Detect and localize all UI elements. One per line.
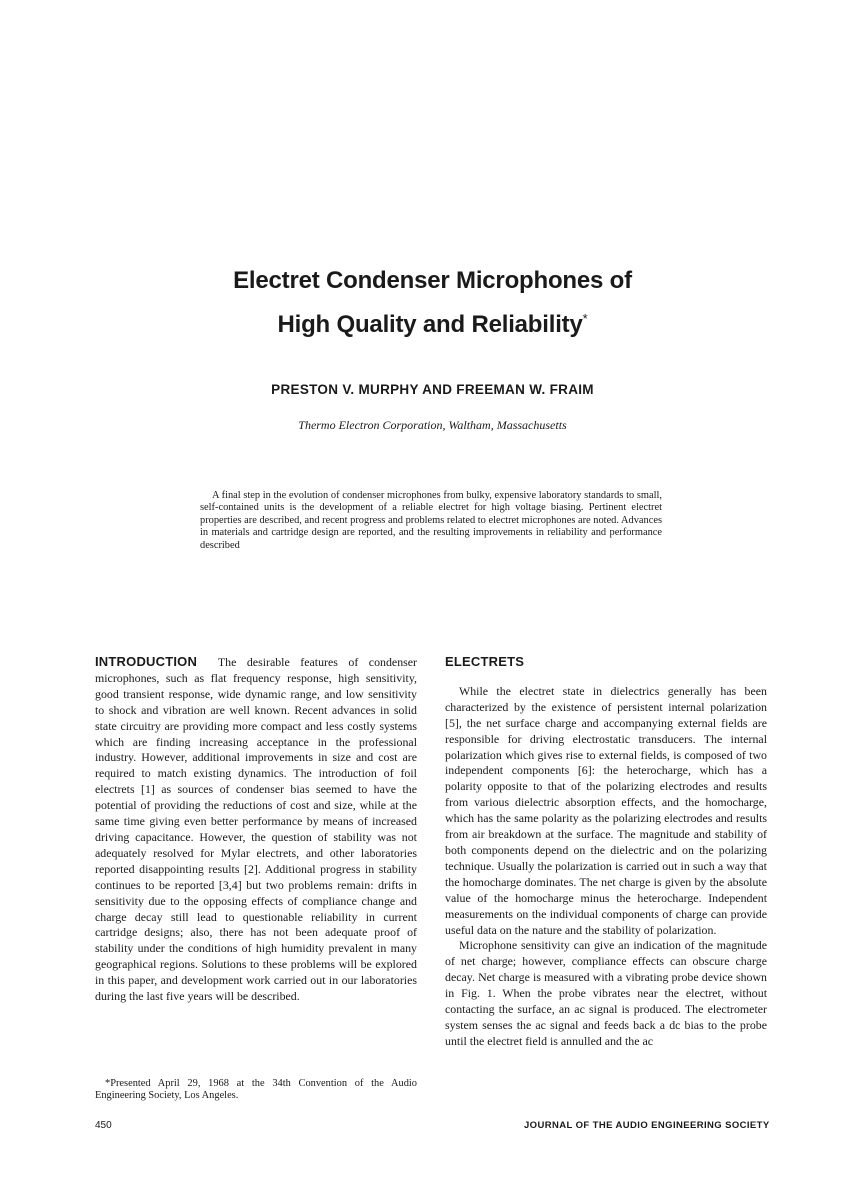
page-number: 450	[95, 1120, 112, 1131]
electrets-heading: ELECTRETS	[445, 654, 525, 669]
electrets-paragraph-1: While the electret state in dielectrics generally has been characterized by the existence of persistent internal polarization [5], the net surface charge and accompanying external fields are responsible for driving electrostatic transducers. The internal polarization which gives rise to external fields, is composed of two independent components [6]: the heterocharge, which has a polarity opposite to that of the polarizing electrodes and results from various dielectric absorption effects, and the homocharge, which has the same polarity as the polarizing electrodes and results from air breakdown at the surface. The magnitude and stability of both components depend on the dielectric and on the polarizing technique. Usually the polarization is carried out in such a way that the homocharge dominates. The net charge is given by the absolute value of the homocharge minus the heterocharge. Independent measurements on the individual components of charge can provide useful data on the nature and the stability of polarization.	[445, 683, 767, 937]
authors: PRESTON V. MURPHY AND FREEMAN W. FRAIM	[271, 382, 594, 397]
affiliation: Thermo Electron Corporation, Waltham, Massachusetts	[298, 418, 567, 432]
title-line-1: Electret Condenser Microphones of	[233, 267, 632, 294]
paper-title	[0, 262, 865, 344]
title-line-2	[0, 300, 865, 344]
introduction-paragraph	[95, 654, 417, 1005]
introduction-heading: INTRODUCTION	[95, 654, 198, 669]
left-column	[95, 654, 417, 1005]
electrets-paragraph-2: Microphone sensitivity can give an indication of the magnitude of net charge; however, compliance effects can obscure charge decay. Net charge is measured with a vibrating probe device shown in Fig. 1. When the probe vibrates near the electret, without contacting the surface, an ac signal is produced. The electrometer system senses the ac signal and feeds back a dc bias to the probe until the electret field is annulled and the ac	[445, 938, 767, 1048]
title-footnote-marker: *	[582, 311, 588, 326]
right-column	[445, 654, 767, 1050]
running-footer: JOURNAL OF THE AUDIO ENGINEERING SOCIETY	[524, 1120, 770, 1131]
introduction-body: The desirable features of condenser microphones, such as flat frequency response, high sensitivity, good transient response, wide dynamic range, and low sensitivity to shock and vibration are well known. Recent advances in solid state circuitry are providing more compact and less costly systems which are finding increasing acceptance in the professional industry. However, additional improvements in size and cost are required to match existing dynamics. The introduction of foil electrets [1] as sources of condenser bias seemed to have the potential of providing the reductions of cost and size, while at the same time giving even better performance by means of increased driving capacitance. However, the question of stability was not adequately resolved for Mylar electrets, and other laboratories reported disappointing results [2]. Additional progress in stability continues to be reported [3,4] but two problems remain: drifts in sensitivity due to the opposing effects of compliance change and charge decay still lead to questionable reliability in current cartridge designs; also, there has not been adequate proof of stability under the conditions of high humidity prevalent in many geographical regions. Solutions to these problems will be explored in this paper, and development work carried out in our laboratories during the last five years will be described.	[95, 655, 418, 1004]
abstract: A final step in the evolution of condenser microphones from bulky, expensive laboratory standards to small, self-contained units is the development of a reliable electret for high voltage biasing. Pertinent electret properties are described, and recent progress and problems related to electret microphones are noted. Advances in materials and cartridge design are reported, and the resulting improvements in reliability and performance described	[200, 490, 662, 551]
footnote: *Presented April 29, 1968 at the 34th Convention of the Audio Engineering Society, Los Angeles.	[95, 1078, 417, 1102]
title-line-2-text: High Quality and Reliability	[277, 311, 583, 338]
